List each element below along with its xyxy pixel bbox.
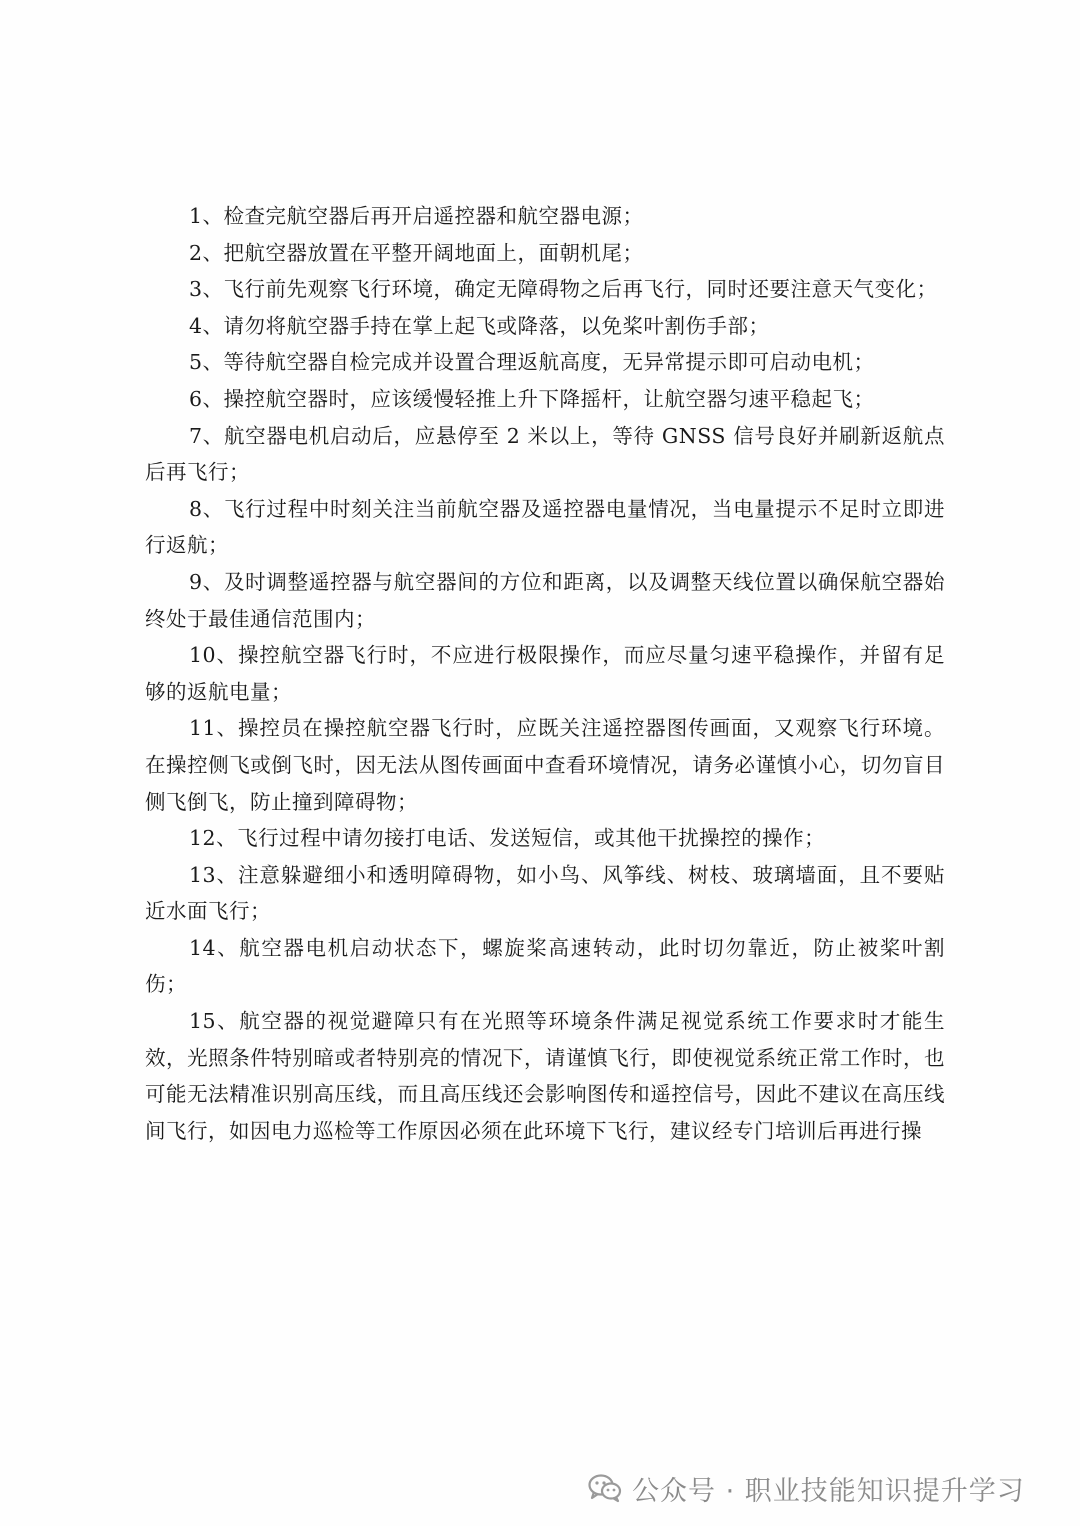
list-item: 9、及时调整遥控器与航空器间的方位和距离，以及调整天线位置以确保航空器始终处于最佳通信范围内； (145, 569, 945, 631)
list-item: 3、飞行前先观察飞行环境，确定无障碍物之后再飞行，同时还要注意天气变化； (189, 277, 938, 302)
watermark-text: 公众号 · 职业技能知识提升学习 (632, 1475, 1025, 1507)
list-item: 5、等待航空器自检完成并设置合理返航高度，无异常提示即可启动电机； (189, 350, 875, 375)
list-item: 10、操控航空器飞行时，不应进行极限操作，而应尽量匀速平稳操作，并留有足够的返航电量； (145, 643, 945, 704)
document-body (145, 198, 945, 1149)
list-item: 15、航空器的视觉避障只有在光照等环境条件满足视觉系统工作要求时才能生效，光照条件特别暗或者特别亮的情况下，请谨慎飞行，即使视觉系统正常工作时，也可能无法精准识别高压线，而且高压线还会影响图传和遥控信号，因此不建议在高压线间飞行，如因电力巡检等工作原因必须在此环境下飞行，建议经专门培训后再进行操 (145, 1009, 945, 1143)
list-item: 12、飞行过程中请勿接打电话、发送短信，或其他干扰操控的操作； (189, 826, 826, 851)
list-item: 7、航空器电机启动后，应悬停至 2 米以上，等待 GNSS 信号良好并刷新返航点后再飞行； (145, 423, 945, 485)
list-item: 14、航空器电机启动状态下，螺旋桨高速转动，此时切勿靠近，防止被桨叶割伤； (145, 935, 945, 997)
list-item: 4、请勿将航空器手持在掌上起飞或降落，以免桨叶割伤手部； (189, 313, 770, 338)
watermark (588, 1468, 1025, 1508)
list-item: 8、飞行过程中时刻关注当前航空器及遥控器电量情况，当电量提示不足时立即进行返航； (145, 496, 945, 558)
list-item: 13、注意躲避细小和透明障碍物，如小鸟、风筝线、树枝、玻璃墙面，且不要贴近水面飞行； (145, 862, 945, 924)
wechat-icon (588, 1473, 622, 1503)
list-item: 11、操控员在操控航空器飞行时，应既关注遥控器图传画面，又观察飞行环境。在操控侧飞或倒飞时，因无法从图传画面中查看环境情况，请务必谨慎小心，切勿盲目侧飞倒飞，防止撞到障碍物； (145, 716, 945, 814)
list-item: 1、检查完航空器后再开启遥控器和航空器电源； (189, 204, 644, 228)
list-item: 6、操控航空器时，应该缓慢轻推上升下降摇杆，让航空器匀速平稳起飞； (189, 386, 875, 411)
list-item: 2、把航空器放置在平整开阔地面上，面朝机尾； (189, 240, 644, 265)
